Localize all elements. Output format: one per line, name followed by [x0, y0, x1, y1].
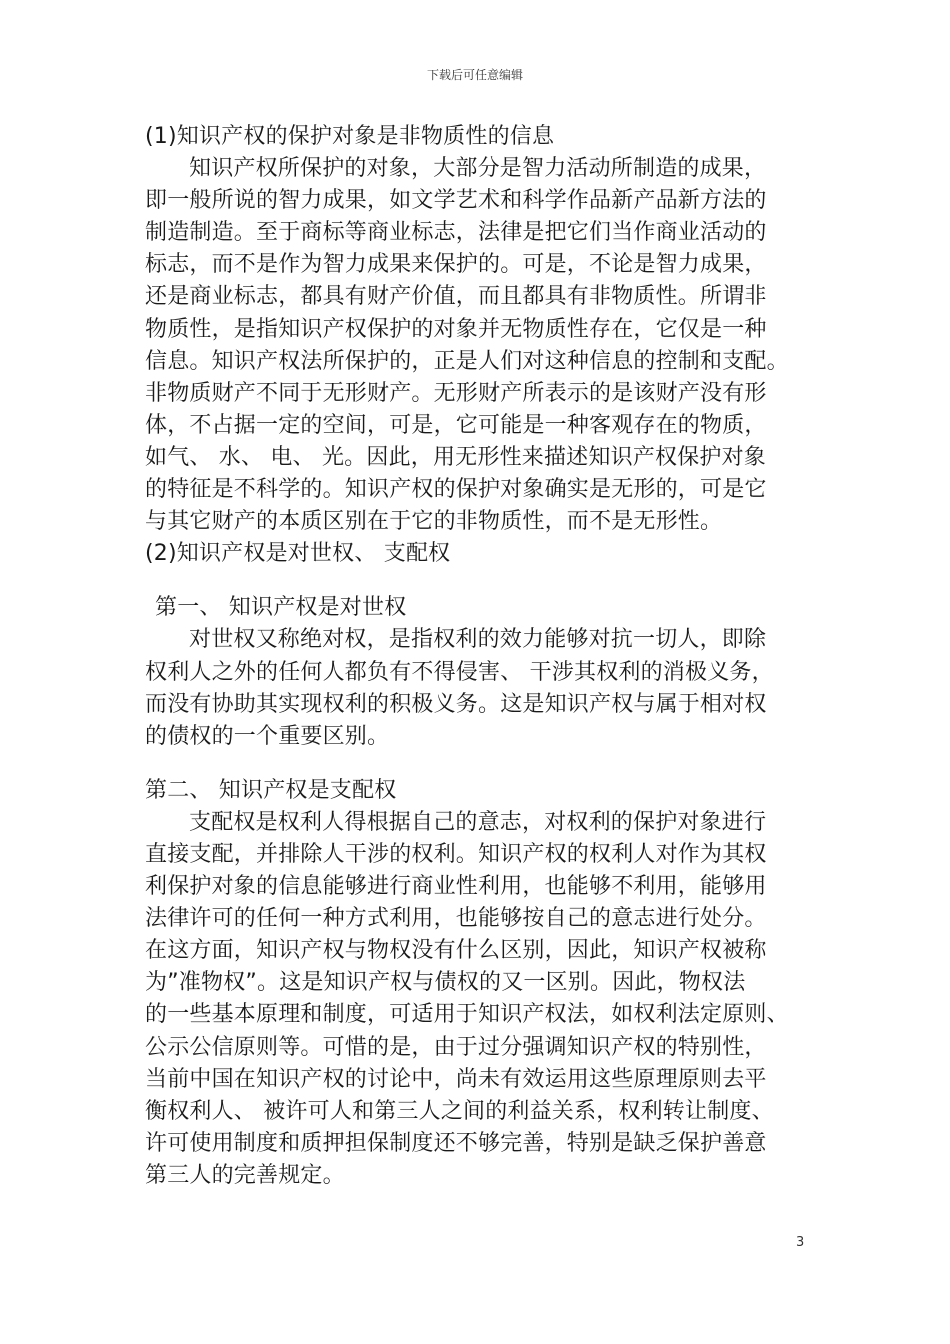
second-heading: 第二、 知识产权是支配权 — [145, 777, 397, 803]
paragraph-line: 非物质财产不同于无形财产。无形财产所表示的是该财产没有形 — [145, 380, 767, 406]
document-body — [145, 121, 815, 1192]
section-1-heading: (1)知识产权的保护对象是非物质性的信息 — [145, 124, 555, 149]
paragraph-line: 物质性，是指知识产权保护的对象并无物质性存在，它仅是一种 — [145, 316, 767, 342]
paragraph-line: 许可使用制度和质押担保制度还不够完善，特别是缺乏保护善意 — [145, 1130, 767, 1156]
paragraph-line: 即一般所说的智力成果，如文学艺术和科学作品新产品新方法的 — [145, 188, 767, 214]
paragraph-line: 知识产权所保护的对象，大部分是智力活动所制造的成果， — [189, 156, 767, 182]
paragraph-line: 信息。知识产权法所保护的，正是人们对这种信息的控制和支配。 — [145, 348, 789, 374]
paragraph-line: 体，不占据一定的空间，可是，它可能是一种客观存在的物质， — [145, 412, 767, 438]
paragraph-line: 与其它财产的本质区别在于它的非物质性，而不是无形性。 — [145, 509, 723, 535]
spacer — [145, 753, 815, 775]
page-number: 3 — [796, 1235, 805, 1250]
paragraph-line: 如气、 水、 电、 光。因此，用无形性来描述知识产权保护对象 — [145, 444, 766, 470]
paragraph-line: 当前中国在知识产权的讨论中，尚未有效运用这些原理原则去平 — [145, 1066, 767, 1092]
page-header-note: 下载后可任意编辑 — [426, 68, 523, 82]
paragraph-line: 利保护对象的信息能够进行商业性利用，也能够不利用，能够用 — [145, 874, 767, 900]
section-2-heading: (2)知识产权是对世权、 支配权 — [145, 541, 451, 567]
paragraph-line: 标志，而不是作为智力成果来保护的。可是，不论是智力成果， — [145, 252, 767, 278]
paragraph-line: 权利人之外的任何人都负有不得侵害、 干涉其权利的消极义务， — [145, 659, 774, 685]
paragraph-line: 的债权的一个重要区别。 — [145, 723, 390, 749]
paragraph-line: 制造制造。至于商标等商业标志，法律是把它们当作商业活动的 — [145, 220, 767, 246]
paragraph-line: 支配权是权利人得根据自己的意志，对权利的保护对象进行 — [189, 809, 767, 835]
paragraph-line: 在这方面，知识产权与物权没有什么区别，因此，知识产权被称 — [145, 938, 767, 964]
paragraph-line: 衡权利人、 被许可人和第三人之间的利益关系，权利转让制度、 — [145, 1098, 774, 1124]
paragraph-line: 直接支配，并排除人干涉的权利。知识产权的权利人对作为其权 — [145, 841, 767, 867]
paragraph-line: 第三人的完善规定。 — [145, 1162, 345, 1188]
paragraph-line: 的一些基本原理和制度，可适用于知识产权法，如权利法定原则、 — [145, 1002, 789, 1028]
paragraph-line: 对世权又称绝对权，是指权利的效力能够对抗一切人，即除 — [189, 627, 767, 653]
paragraph-line: 的特征是不科学的。知识产权的保护对象确实是无形的，可是它 — [145, 477, 767, 503]
spacer — [145, 570, 815, 592]
paragraph-line: 而没有协助其实现权利的积极义务。这是知识产权与属于相对权 — [145, 691, 767, 717]
paragraph-line: 还是商业标志，都具有财产价值，而且都具有非物质性。所谓非 — [145, 284, 767, 310]
paragraph-line: 为”准物权”。这是知识产权与债权的又一区别。因此，物权法 — [145, 970, 746, 996]
paragraph-line: 法律许可的任何一种方式利用，也能够按自己的意志进行处分。 — [145, 906, 767, 932]
first-heading: 第一、 知识产权是对世权 — [155, 595, 407, 621]
paragraph-line: 公示公信原则等。可惜的是，由于过分强调知识产权的特别性， — [145, 1034, 767, 1060]
